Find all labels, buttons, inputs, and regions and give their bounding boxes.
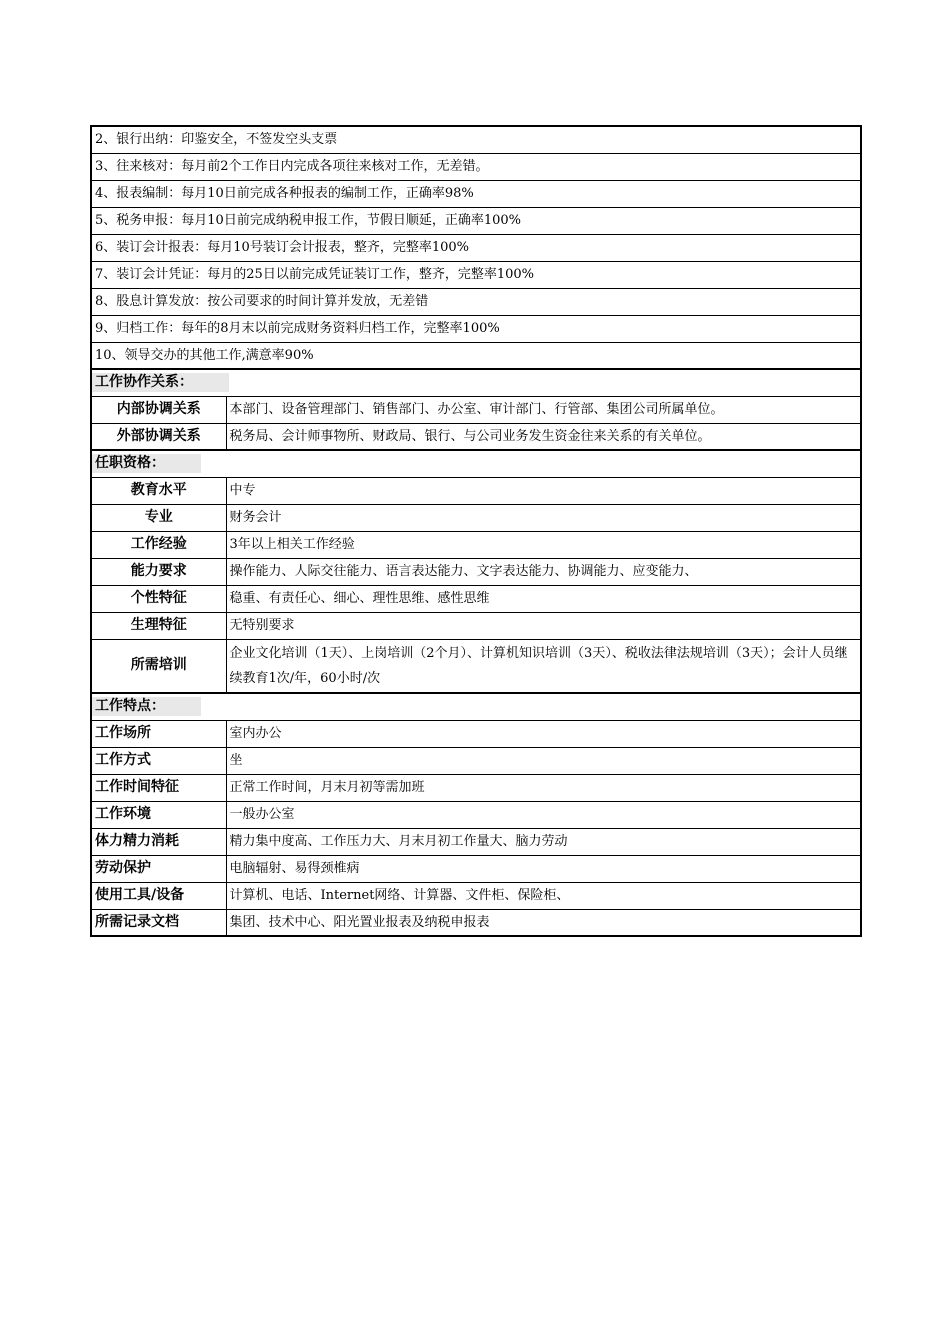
field-value: 中专 — [226, 477, 861, 504]
qualification-row — [91, 531, 861, 558]
duty-text: 5、税务申报：每月10日前完成纳税申报工作，节假日顺延，正确率100% — [91, 207, 861, 234]
section-heading-text: 工作特点： — [92, 697, 201, 716]
field-value: 财务会计 — [226, 504, 861, 531]
field-label: 能力要求 — [91, 558, 226, 585]
field-value: 正常工作时间，月末月初等需加班 — [226, 774, 861, 801]
field-value: 计算机、电话、Internet网络、计算器、文件柜、保险柜、 — [226, 882, 861, 909]
field-value: 精力集中度高、工作压力大、月末月初工作量大、脑力劳动 — [226, 828, 861, 855]
section-heading-text: 工作协作关系： — [92, 373, 229, 392]
section-row-features — [91, 693, 861, 720]
duty-row — [91, 288, 861, 315]
field-label: 工作时间特征 — [91, 774, 226, 801]
section-row-qualifications — [91, 450, 861, 477]
field-label: 外部协调关系 — [91, 423, 226, 450]
duty-text: 3、往来核对：每月前2个工作日内完成各项往来核对工作，无差错。 — [91, 153, 861, 180]
section-heading-qualifications — [91, 450, 861, 477]
field-value: 税务局、会计师事物所、财政局、银行、与公司业务发生资金往来关系的有关单位。 — [226, 423, 861, 450]
field-label: 专业 — [91, 504, 226, 531]
feature-row — [91, 747, 861, 774]
field-value: 坐 — [226, 747, 861, 774]
qualification-row — [91, 639, 861, 693]
duty-text: 9、归档工作：每年的8月末以前完成财务资料归档工作，完整率100% — [91, 315, 861, 342]
field-value: 室内办公 — [226, 720, 861, 747]
duty-row — [91, 180, 861, 207]
duty-row — [91, 261, 861, 288]
duty-text: 8、股息计算发放：按公司要求的时间计算并发放，无差错 — [91, 288, 861, 315]
duty-row — [91, 126, 861, 153]
field-label: 所需记录文档 — [91, 909, 226, 936]
duty-row — [91, 207, 861, 234]
section-row-cooperation — [91, 369, 861, 396]
qualification-row — [91, 504, 861, 531]
qualification-row — [91, 477, 861, 504]
duty-row — [91, 315, 861, 342]
section-heading-features — [91, 693, 861, 720]
job-description-table — [90, 125, 862, 937]
cooperation-row — [91, 396, 861, 423]
qualification-row — [91, 612, 861, 639]
field-label: 生理特征 — [91, 612, 226, 639]
field-label: 所需培训 — [91, 639, 226, 693]
field-value: 无特别要求 — [226, 612, 861, 639]
feature-row — [91, 882, 861, 909]
duty-text: 4、报表编制：每月10日前完成各种报表的编制工作，正确率98% — [91, 180, 861, 207]
section-heading-text: 任职资格： — [92, 454, 201, 473]
qualification-row — [91, 558, 861, 585]
field-value: 一般办公室 — [226, 801, 861, 828]
duty-row — [91, 153, 861, 180]
feature-row — [91, 909, 861, 936]
field-value: 3年以上相关工作经验 — [226, 531, 861, 558]
qualification-row — [91, 585, 861, 612]
field-label: 使用工具/设备 — [91, 882, 226, 909]
feature-row — [91, 855, 861, 882]
field-value: 电脑辐射、易得颈椎病 — [226, 855, 861, 882]
field-label: 内部协调关系 — [91, 396, 226, 423]
feature-row — [91, 774, 861, 801]
feature-row — [91, 801, 861, 828]
duty-text: 7、装订会计凭证：每月的25日以前完成凭证装订工作，整齐，完整率100% — [91, 261, 861, 288]
field-label: 劳动保护 — [91, 855, 226, 882]
feature-row — [91, 720, 861, 747]
field-value: 稳重、有责任心、细心、理性思维、感性思维 — [226, 585, 861, 612]
field-label: 工作场所 — [91, 720, 226, 747]
field-label: 体力精力消耗 — [91, 828, 226, 855]
field-label: 工作经验 — [91, 531, 226, 558]
field-label: 工作环境 — [91, 801, 226, 828]
field-value: 集团、技术中心、阳光置业报表及纳税申报表 — [226, 909, 861, 936]
duty-text: 2、银行出纳：印鉴安全，不签发空头支票 — [91, 126, 861, 153]
duty-row — [91, 342, 861, 369]
feature-row — [91, 828, 861, 855]
field-label: 教育水平 — [91, 477, 226, 504]
field-value: 本部门、设备管理部门、销售部门、办公室、审计部门、行管部、集团公司所属单位。 — [226, 396, 861, 423]
duty-text: 6、装订会计报表：每月10号装订会计报表，整齐，完整率100% — [91, 234, 861, 261]
duty-row — [91, 234, 861, 261]
field-label: 个性特征 — [91, 585, 226, 612]
field-label: 工作方式 — [91, 747, 226, 774]
section-heading-cooperation — [91, 369, 861, 396]
duty-text: 10、领导交办的其他工作,满意率90% — [91, 342, 861, 369]
cooperation-row — [91, 423, 861, 450]
field-value: 操作能力、人际交往能力、语言表达能力、文字表达能力、协调能力、应变能力、 — [226, 558, 861, 585]
field-value: 企业文化培训（1天）、上岗培训（2个月）、计算机知识培训（3天）、税收法律法规培训（3天）；会计人员继续教育1次/年，60小时/次 — [226, 639, 861, 693]
